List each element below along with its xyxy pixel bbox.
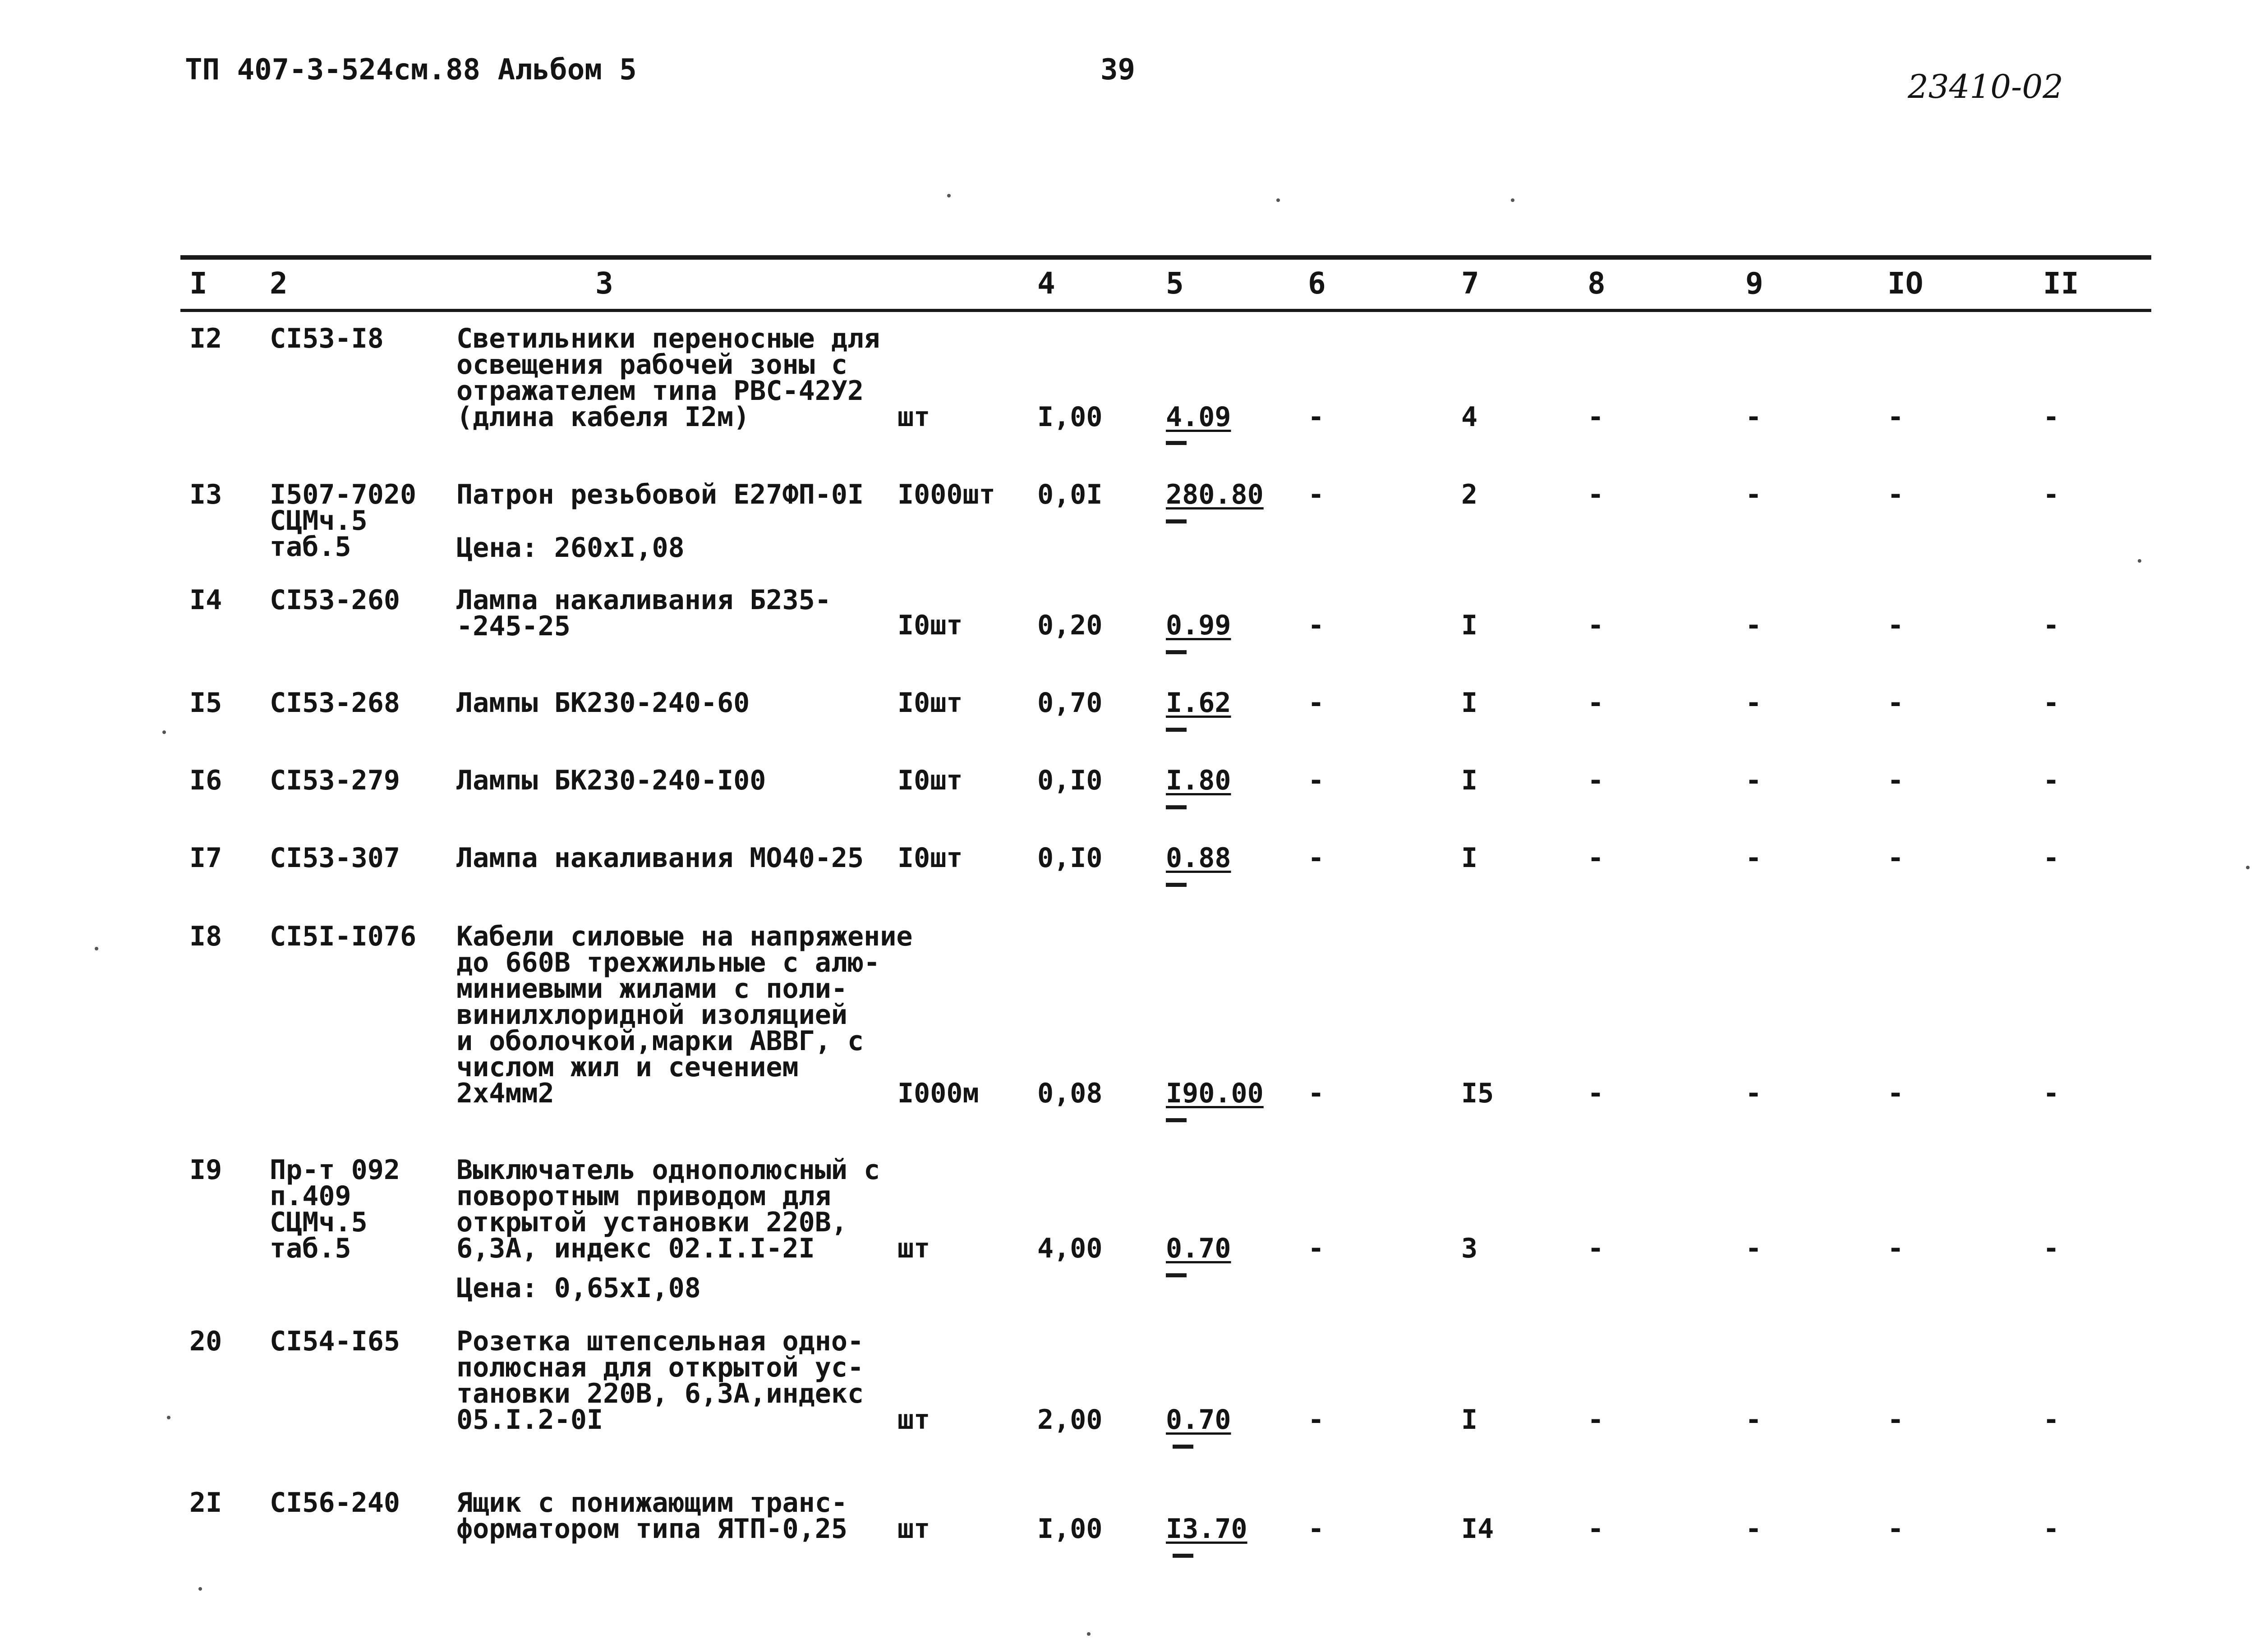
unit: I000шт	[897, 479, 995, 510]
norm-code	[270, 923, 416, 950]
norm-code-line: I507-7020	[270, 479, 417, 510]
price-mark	[1166, 805, 1187, 809]
item-description	[456, 323, 880, 433]
col10-value: -	[1887, 1078, 1904, 1109]
price-mark	[1173, 1445, 1193, 1449]
col6-value: -	[1308, 610, 1325, 641]
column-heading-3: 3	[595, 266, 613, 301]
col7-value: I	[1461, 765, 1478, 796]
unit: шт	[897, 1404, 930, 1436]
col7-value: I	[1461, 687, 1478, 719]
scan-speck	[167, 1416, 170, 1419]
row-number: I5	[189, 687, 222, 719]
row-number: I4	[189, 584, 222, 616]
row-number: I2	[189, 323, 222, 354]
description-line: освещения рабочей зоны с	[456, 349, 847, 381]
col9-value: -	[1745, 1078, 1762, 1109]
col11-value: -	[2043, 842, 2060, 874]
col9-value: -	[1745, 479, 1762, 510]
item-description	[456, 1487, 847, 1545]
price-note: Цена: 0,65хI,08	[456, 1272, 701, 1304]
price-mark	[1166, 883, 1187, 887]
norm-code-line: CI53-279	[270, 765, 400, 796]
item-description	[456, 842, 864, 874]
col10-value: -	[1887, 1513, 1904, 1545]
column-heading-4: 4	[1037, 266, 1055, 301]
col11-value: -	[2043, 687, 2060, 719]
unit-price: 0.99	[1166, 610, 1231, 641]
column-heading-2: 2	[270, 266, 288, 301]
description-line: полюсная для открытой ус-	[456, 1352, 864, 1383]
description-line: 2х4мм2	[456, 1078, 554, 1109]
col11-value: -	[2043, 401, 2060, 433]
scan-speck	[198, 1587, 202, 1591]
norm-code-line: п.409	[270, 1180, 351, 1212]
col11-value: -	[2043, 1404, 2060, 1436]
column-heading-7: 7	[1461, 266, 1479, 301]
column-heading-5: 5	[1166, 266, 1184, 301]
item-description	[456, 1326, 864, 1436]
unit: шт	[897, 1233, 930, 1264]
norm-code	[270, 1326, 400, 1357]
col7-value: 3	[1461, 1233, 1478, 1264]
col9-value: -	[1745, 842, 1762, 874]
scan-speck	[95, 947, 98, 950]
price-mark	[1166, 728, 1187, 732]
quantity: 2,00	[1037, 1404, 1103, 1436]
col8-value: -	[1588, 610, 1604, 641]
unit-price: I90.00	[1166, 1078, 1264, 1109]
unit-price: 0.70	[1166, 1233, 1231, 1264]
table-header-rule	[180, 309, 2151, 312]
document-reference: ТП 407-3-524см.88 Альбом 5	[185, 53, 637, 87]
quantity: 0,08	[1037, 1078, 1103, 1109]
norm-code-line: СЦМч.5	[270, 1207, 368, 1238]
unit: шт	[897, 1513, 930, 1545]
col8-value: -	[1588, 1233, 1604, 1264]
price-mark	[1173, 1554, 1193, 1558]
scan-speck	[2246, 866, 2250, 869]
scan-speck	[2138, 559, 2141, 563]
norm-code-line: таб.5	[270, 531, 351, 563]
norm-code	[270, 842, 400, 874]
col6-value: -	[1308, 479, 1325, 510]
norm-code-line: CI53-268	[270, 687, 400, 719]
col10-value: -	[1887, 765, 1904, 796]
unit-price: I.80	[1166, 765, 1231, 796]
column-heading-10: IO	[1887, 266, 1924, 301]
col11-value: -	[2043, 1233, 2060, 1264]
unit: I0шт	[897, 765, 963, 796]
col10-value: -	[1887, 610, 1904, 641]
price-mark	[1166, 441, 1187, 445]
scan-speck	[1276, 198, 1280, 202]
col9-value: -	[1745, 1233, 1762, 1264]
col10-value: -	[1887, 1233, 1904, 1264]
col6-value: -	[1308, 1233, 1325, 1264]
item-description	[456, 1154, 880, 1264]
column-heading-11: II	[2043, 266, 2079, 301]
col9-value: -	[1745, 687, 1762, 719]
item-description	[456, 767, 766, 794]
norm-code-line: CI53-307	[270, 842, 400, 874]
quantity: 0,I0	[1037, 842, 1103, 874]
norm-code	[270, 479, 417, 563]
row-number: 2I	[189, 1487, 222, 1519]
norm-code	[270, 323, 384, 354]
description-line: Выключатель однополюсный с	[456, 1154, 880, 1186]
col7-value: I5	[1461, 1078, 1494, 1109]
norm-code	[270, 584, 400, 616]
price-note: Цена: 260хI,08	[456, 532, 685, 564]
quantity: 0,0I	[1037, 479, 1103, 510]
description-line: Светильники переносные для	[456, 323, 880, 354]
description-line: поворотным приводом для	[456, 1180, 831, 1212]
col6-value: -	[1308, 1513, 1325, 1545]
col6-value: -	[1308, 1404, 1325, 1436]
unit-price: 4.09	[1166, 401, 1231, 433]
col8-value: -	[1588, 765, 1604, 796]
col11-value: -	[2043, 1513, 2060, 1545]
item-description	[456, 687, 750, 719]
norm-code-line: CI53-260	[270, 584, 400, 616]
col7-value: I	[1461, 610, 1478, 641]
handwritten-code: 23410-02	[1908, 68, 2063, 106]
description-line: открытой установки 220В,	[456, 1207, 847, 1238]
quantity: 0,70	[1037, 687, 1103, 719]
norm-code-line: CI54-I65	[270, 1326, 400, 1357]
quantity: 4,00	[1037, 1233, 1103, 1264]
item-description	[456, 479, 864, 510]
col6-value: -	[1308, 401, 1325, 433]
description-line: Лампа накаливания Б235-	[456, 584, 831, 616]
row-number: I8	[189, 921, 222, 952]
description-line: 05.I.2-0I	[456, 1404, 603, 1436]
price-mark	[1166, 650, 1187, 654]
unit: I0шт	[897, 687, 963, 719]
col9-value: -	[1745, 765, 1762, 796]
description-line: до 660В трехжильные с алю-	[456, 947, 880, 978]
description-line: -245-25	[456, 610, 571, 642]
description-line: Розетка штепсельная одно-	[456, 1326, 864, 1357]
unit-price: I3.70	[1166, 1513, 1247, 1545]
col7-value: 4	[1461, 401, 1478, 433]
unit: I0шт	[897, 842, 963, 874]
scan-speck	[1087, 1632, 1091, 1636]
page-number: 39	[1100, 53, 1136, 87]
price-mark	[1166, 1273, 1187, 1277]
scan-speck	[1511, 198, 1514, 202]
col7-value: I4	[1461, 1513, 1494, 1545]
unit-price: 0.88	[1166, 842, 1231, 874]
price-mark	[1166, 519, 1187, 523]
col9-value: -	[1745, 1404, 1762, 1436]
description-line: миниевыми жилами с поли-	[456, 973, 847, 1005]
norm-code-line: CI56-240	[270, 1487, 400, 1519]
description-line: Кабели силовые на напряжение	[456, 921, 913, 952]
quantity: I,00	[1037, 1513, 1103, 1545]
description-line: числом жил и сечением	[456, 1051, 799, 1083]
norm-code-line: CI5I-I076	[270, 921, 417, 952]
col6-value: -	[1308, 842, 1325, 874]
description-line: отражателем типа РВС-42У2	[456, 375, 864, 407]
quantity: I,00	[1037, 401, 1103, 433]
description-line: тановки 220В, 6,3А,индекс	[456, 1378, 864, 1409]
description-line: Патрон резьбовой Е27ФП-0I	[456, 479, 864, 510]
price-mark	[1166, 1118, 1187, 1122]
row-number: I6	[189, 765, 222, 796]
item-description	[456, 921, 913, 1109]
description-line: Лампы БК230-240-I00	[456, 765, 766, 796]
col8-value: -	[1588, 1404, 1604, 1436]
col10-value: -	[1887, 479, 1904, 510]
col7-value: I	[1461, 842, 1478, 874]
row-number: 20	[189, 1326, 222, 1357]
norm-code	[270, 687, 400, 719]
scan-speck	[947, 194, 951, 197]
unit-price: 280.80	[1166, 479, 1264, 510]
column-heading-6: 6	[1308, 266, 1326, 301]
col7-value: I	[1461, 1404, 1478, 1436]
col8-value: -	[1588, 1513, 1604, 1545]
norm-code-line: таб.5	[270, 1233, 351, 1264]
norm-code	[270, 767, 400, 794]
column-heading-9: 9	[1745, 266, 1763, 301]
row-number: I3	[189, 479, 222, 510]
norm-code-line: СЦМч.5	[270, 505, 368, 537]
quantity: 0,I0	[1037, 765, 1103, 796]
column-heading-1: I	[189, 266, 207, 301]
norm-code	[270, 1154, 400, 1264]
col6-value: -	[1308, 687, 1325, 719]
col9-value: -	[1745, 401, 1762, 433]
col6-value: -	[1308, 765, 1325, 796]
description-line: Лампы БК230-240-60	[456, 687, 750, 719]
col11-value: -	[2043, 765, 2060, 796]
column-heading-8: 8	[1588, 266, 1606, 301]
row-number: I9	[189, 1154, 222, 1186]
unit: I0шт	[897, 610, 963, 641]
col7-value: 2	[1461, 479, 1478, 510]
norm-code-line: CI53-I8	[270, 323, 384, 354]
col10-value: -	[1887, 1404, 1904, 1436]
col8-value: -	[1588, 842, 1604, 874]
norm-code	[270, 1487, 400, 1519]
col8-value: -	[1588, 401, 1604, 433]
col9-value: -	[1745, 1513, 1762, 1545]
description-line: Лампа накаливания МО40-25	[456, 842, 864, 874]
quantity: 0,20	[1037, 610, 1103, 641]
unit: шт	[897, 401, 930, 433]
col11-value: -	[2043, 1078, 2060, 1109]
col10-value: -	[1887, 687, 1904, 719]
row-number: I7	[189, 842, 222, 874]
col10-value: -	[1887, 401, 1904, 433]
col11-value: -	[2043, 610, 2060, 641]
col11-value: -	[2043, 479, 2060, 510]
description-line: Ящик с понижающим транс-	[456, 1487, 847, 1519]
col9-value: -	[1745, 610, 1762, 641]
col8-value: -	[1588, 479, 1604, 510]
col10-value: -	[1887, 842, 1904, 874]
description-line: винилхлоридной изоляцией	[456, 999, 847, 1031]
description-line: 6,3А, индекс 02.I.I-2I	[456, 1233, 815, 1264]
col6-value: -	[1308, 1078, 1325, 1109]
unit-price: I.62	[1166, 687, 1231, 719]
unit: I000м	[897, 1078, 979, 1109]
norm-code-line: Пр-т 092	[270, 1154, 400, 1186]
description-line: форматором типа ЯТП-0,25	[456, 1513, 847, 1545]
description-line: и оболочкой,марки АВВГ, с	[456, 1025, 864, 1057]
col8-value: -	[1588, 1078, 1604, 1109]
unit-price: 0.70	[1166, 1404, 1231, 1436]
item-description	[456, 584, 831, 642]
col8-value: -	[1588, 687, 1604, 719]
table-top-rule	[180, 255, 2151, 260]
scan-speck	[162, 730, 166, 734]
description-line: (длина кабеля I2м)	[456, 401, 750, 433]
